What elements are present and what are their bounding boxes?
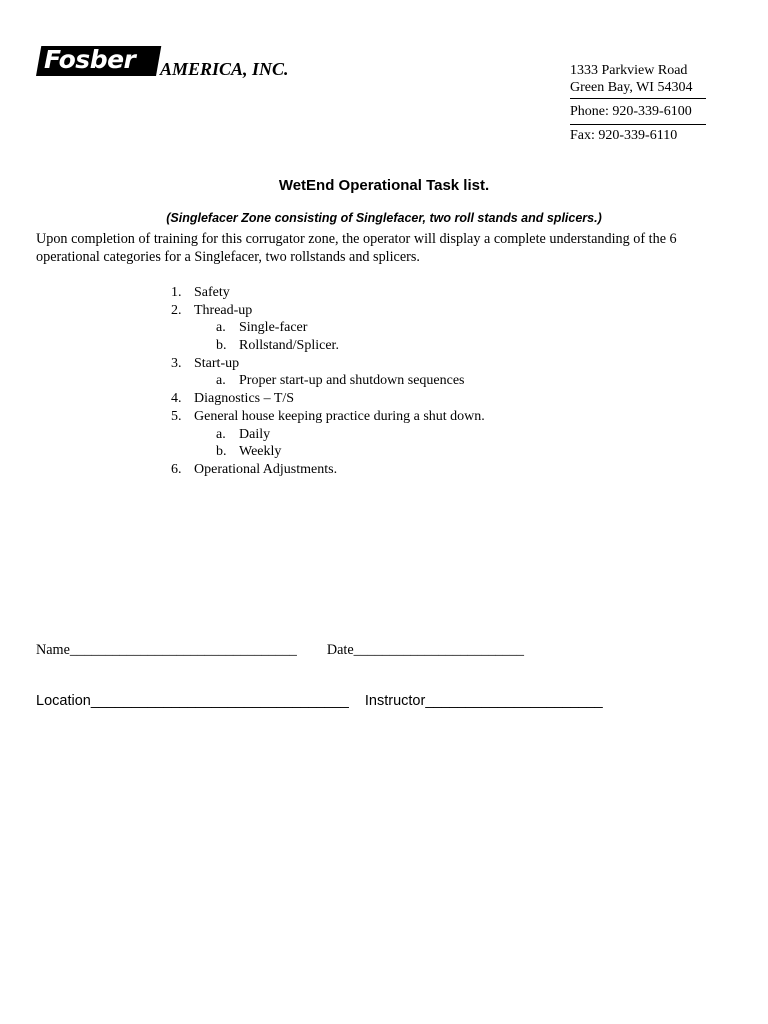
list-subitem: a. Daily — [216, 426, 271, 442]
address-city: Green Bay, WI 54304 — [570, 80, 693, 95]
list-item: 3. Start-up — [171, 355, 240, 371]
list-subitem: b. Weekly — [216, 444, 282, 460]
address-divider — [570, 124, 706, 125]
list-item: 5. General house keeping practice during a shut down. — [171, 408, 485, 424]
form-row — [36, 641, 524, 659]
task-list — [171, 284, 671, 479]
list-subitem: a. Single-facer — [216, 320, 308, 336]
name-field[interactable]: Name________________________________ — [36, 642, 297, 658]
intro-paragraph: Upon completion of training for this corrugator zone, the operator will display a complete understanding of the 6 operational categories for a Singlefacer, two rollstands and splicers. — [36, 231, 677, 265]
list-item: 2. Thread-up — [171, 302, 253, 318]
location-field[interactable]: Location________________________________ — [36, 693, 349, 709]
date-field[interactable]: Date________________________ — [326, 642, 524, 658]
list-subitem: b. Rollstand/Splicer. — [216, 338, 339, 354]
company-name: AMERICA, INC. — [160, 59, 289, 79]
address-divider — [570, 98, 706, 99]
address-phone: Phone: 920-339-6100 — [570, 104, 692, 119]
form-row — [36, 691, 603, 711]
address-street: 1333 Parkview Road — [570, 63, 688, 78]
list-item: 4. Diagnostics – T/S — [171, 391, 295, 407]
list-item: 6. Operational Adjustments. — [171, 461, 338, 477]
list-subitem: a. Proper start-up and shutdown sequences — [216, 373, 465, 389]
document-subtitle: (Singlefacer Zone consisting of Singlefacer, two roll stands and splicers.) — [166, 211, 602, 225]
list-item: 1. Safety — [171, 285, 230, 300]
company-logo: Fosber — [44, 45, 136, 74]
instructor-field[interactable]: Instructor______________________ — [364, 693, 603, 709]
document-title: WetEnd Operational Task list. — [278, 177, 490, 194]
address-fax: Fax: 920-339-6110 — [570, 128, 678, 143]
